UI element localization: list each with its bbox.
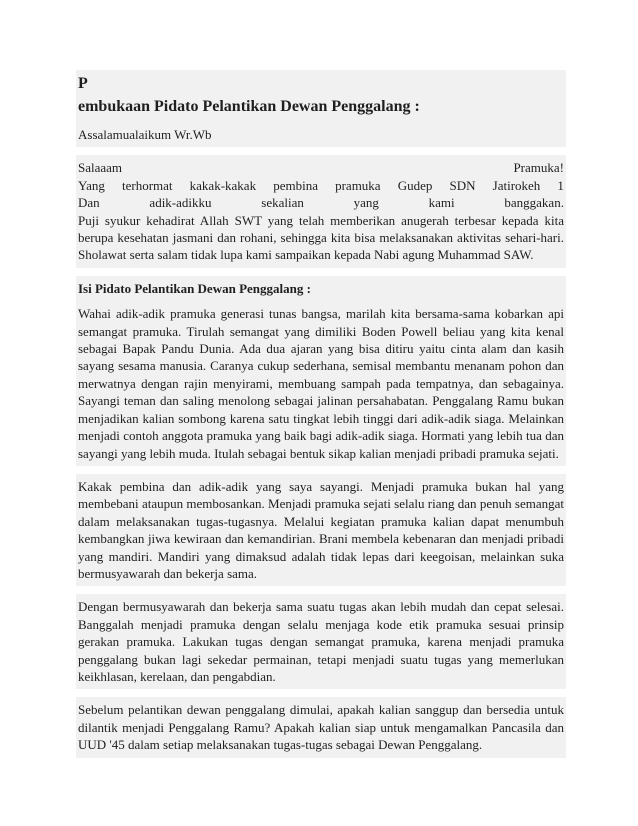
greeting-word: Jatirokeh (492, 177, 541, 193)
greeting-word: Gudep (397, 177, 433, 193)
greeting-line-3 (78, 194, 564, 211)
spacer (76, 689, 566, 697)
body-paragraph: Dengan bermusyawarah dan bekerja sama suatu tugas akan lebih mudah dan cepat selesai. Banggalah menjadi pramuka dengan selalu menjaga kode etik pramuka sesuai prinsip gerakan pramuka. Lakukan tugas dengan semangat pramuka, karena menjadi pramuka penggalang bukan lagi sekedar permainan, tetapi menjadi suatu tugas yang memerlukan keikhlasan, kerelaan, dan pengabdian. (78, 599, 564, 684)
greeting-word: sekalian (261, 195, 304, 211)
document-page (76, 70, 566, 758)
salam-opening: Assalamualaikum Wr.Wb (76, 122, 566, 147)
body-paragraph: Wahai adik-adik pramuka generasi tunas bangsa, marilah kita bersama-sama kobarkan api semangat pramuka. Tirulah semangat yang dimiliki Boden Powell beliau yang kita kenal sebagai Bapak Pandu Dunia. Ada dua ajaran yang bisa ditiru yaitu cinta alam dan kasih sayang sesama manusia. Caranya cukup sederhana, semisal membantu menanam pohon dan merwatnya dengan rajin menyirami, membuang sampah pada tempatnya, dan sebagainya. Sayangi teman dan saling menolong sebagai jalinan persahabatan. Penggalang Ramu bukan menjadikan kalian sombong karena satu tingkat lebih tinggi dari adik-adik siaga. Melainkan menjadi contoh anggota pramuka yang baik bagi adik-adik siaga. Hormati yang lebih tua dan sayangi yang lebih muda. Itulah sebagai bentuk sikap kalian menjadi pribadi pramuka sejati. (78, 306, 564, 461)
spacer (76, 466, 566, 474)
body-paragraph-block (76, 301, 566, 466)
body-paragraph-block (76, 474, 566, 586)
title-block (76, 70, 566, 122)
page-title: embukaan Pidato Pelantikan Dewan Penggalang : (78, 98, 420, 115)
greeting-word: pramuka (335, 177, 381, 193)
opening-paragraph: Puji syukur kehadirat Allah SWT yang telah memberikan anugerah terbesar kepada kita berupa kesehatan jasmani dan rohani, sehingga kita bisa melaksanakan aktivitas sehari-hari. Sholawat serta salam tidak lupa kami sampaikan kepada Nabi agung Muhammad SAW. (78, 212, 564, 263)
greeting-line-1 (78, 159, 564, 176)
section-heading: Isi Pidato Pelantikan Dewan Penggalang : (76, 276, 566, 301)
spacer (76, 586, 566, 594)
greeting-word: Pramuka! (513, 160, 564, 176)
greeting-line-2 (78, 177, 564, 194)
greeting-word: 1 (557, 177, 564, 193)
greeting-word: pembina (273, 177, 318, 193)
body-paragraph-block (76, 697, 566, 757)
greeting-block (76, 155, 566, 267)
greeting-word: kakak-kakak (189, 177, 257, 193)
spacer (76, 268, 566, 276)
body-paragraph: Sebelum pelantikan dewan penggalang dimulai, apakah kalian sanggup dan bersedia untuk dilantik menjadi Penggalang Ramu? Apakah kalian siap untuk mengamalkan Pancasila dan UUD '45 dalam setiap melaksanakan tugas-tugas sebagai Dewan Penggalang. (78, 702, 564, 753)
greeting-word: banggakan. (504, 195, 564, 211)
greeting-word: kami (428, 195, 455, 211)
greeting-word: terhormat (121, 177, 173, 193)
body-paragraph: Kakak pembina dan adik-adik yang saya sayangi. Menjadi pramuka bukan hal yang membebani ataupun membosankan. Menjadi pramuka sejati selalu riang dan penuh semangat dalam melaksanakan tugas-tugasnya. Melalui kegiatan pramuka kalian dapat menumbuh kembangkan jiwa kewiraan dan kemandirian. Brani membela kebenaran dan menjadi pribadi yang mandiri. Mandiri yang dimaksud adalah tidak lepas dari keegoisan, melainkan suka bermusyawarah dan bekerja sama. (78, 478, 564, 581)
greeting-word: adik-adikku (149, 195, 212, 211)
body-paragraph-block (76, 594, 566, 689)
greeting-word: yang (353, 195, 379, 211)
greeting-word: SDN (449, 177, 476, 193)
greeting-word: Yang (78, 177, 105, 193)
spacer (76, 147, 566, 155)
greeting-word: Salaaam (78, 160, 123, 176)
greeting-word: Dan (78, 195, 100, 211)
drop-cap: P (78, 75, 88, 92)
